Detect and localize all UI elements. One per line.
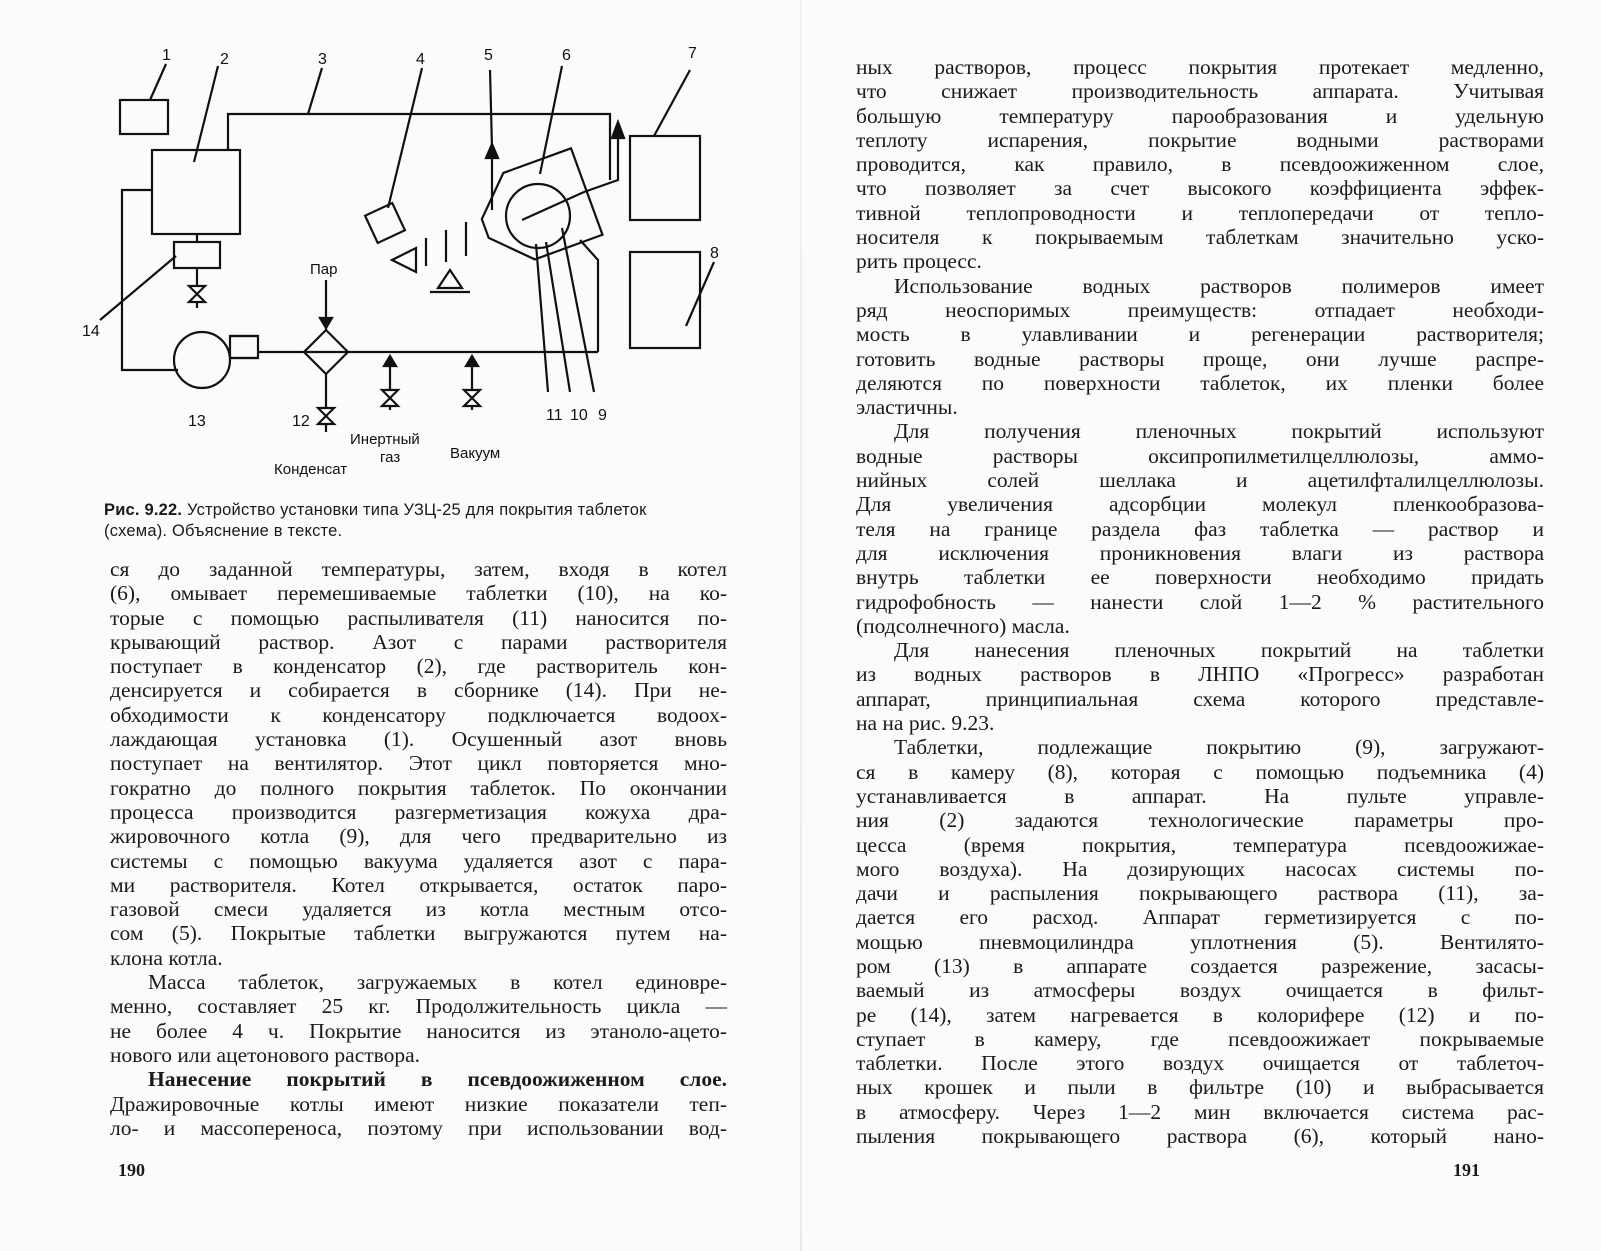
text-line: ром (13) в аппарате создается разрежение, засасы- xyxy=(856,953,1544,978)
text-line: Для нанесения пленочных покрытий на таблетки xyxy=(894,638,1544,663)
text-line: аппарат, принципиальная схема которого представле- xyxy=(856,686,1544,711)
apparatus-schematic xyxy=(70,30,760,490)
text-line: что позволяет за счет высокого коэффициента эффек- xyxy=(856,176,1544,201)
text-line: (подсолнечного) масла. xyxy=(856,613,1070,638)
label-inert-gas-1: Инертный xyxy=(350,431,420,448)
text-line: (6), омывает перемешиваемые таблетки (10), на ко- xyxy=(110,581,727,606)
text-line: менно, составляет 25 кг. Продолжительность цикла — xyxy=(110,994,727,1019)
caption-prefix: Рис. 9.22. xyxy=(104,501,183,519)
text-line: большую температуру парообразования и удельную xyxy=(856,103,1544,128)
fig-num-12: 12 xyxy=(292,413,310,430)
text-line: гократно до полного покрытия таблеток. По окончании xyxy=(110,775,727,800)
fig-num-5: 5 xyxy=(484,47,493,64)
text-line: не более 4 ч. Покрытие наносится из этаноло-ацето- xyxy=(110,1018,727,1043)
text-line: жировочного котла (9), для чего предварительно из xyxy=(110,824,727,849)
text-line: из водных растворов в ЛНПО «Прогресс» разработан xyxy=(856,662,1544,687)
fig-num-11: 11 xyxy=(546,407,563,424)
figure-9-22 xyxy=(70,30,760,490)
label-steam: Пар xyxy=(310,261,338,278)
text-line: водные растворы оксипропилметилцеллюлозы, аммо- xyxy=(856,443,1544,468)
cooling-unit-box xyxy=(120,100,168,134)
text-line: теля на границе раздела фаз таблетка — раствор и xyxy=(856,516,1544,541)
condenser-box xyxy=(152,150,240,234)
spray-nozzle xyxy=(392,248,416,272)
collector-box xyxy=(174,242,220,268)
text-line: теплоту испарения, покрытие водными растворами xyxy=(856,127,1544,152)
text-line: деляются по поверхности таблеток, их пленки более xyxy=(856,370,1544,395)
text-line: сом (5). Покрытые таблетки выгружаются путем на- xyxy=(110,921,727,946)
text-line: денсируется и собирается в сборнике (14). При не- xyxy=(110,678,727,703)
page-number-left: 190 xyxy=(118,1160,145,1180)
right-body-text xyxy=(856,55,1544,1148)
text-line: клона котла. xyxy=(110,945,223,970)
text-line: что снижает производительность аппарата. Учитывая xyxy=(856,79,1544,104)
left-page xyxy=(0,0,800,1251)
text-line: Для увеличения адсорбции молекул пленкообразова- xyxy=(856,492,1544,517)
text-line: дачи и распыления покрывающего раствора (11), за- xyxy=(856,881,1544,906)
fig-num-7: 7 xyxy=(688,45,697,62)
text-line: на на рис. 9.23. xyxy=(856,711,995,736)
text-line: внутрь таблетки ее поверхности необходимо придать xyxy=(856,565,1544,590)
fig-num-2: 2 xyxy=(220,51,229,68)
fig-num-3: 3 xyxy=(318,51,327,68)
text-line: готовить водные растворы проще, они лучше распре- xyxy=(856,346,1544,371)
fig-num-8: 8 xyxy=(710,245,719,262)
text-line: Масса таблеток, загружаемых в котел единовре- xyxy=(148,970,727,995)
text-line: ми растворителя. Котел открывается, остаток паро- xyxy=(110,872,727,897)
text-line: ных крошек и пыли в фильтре (10) и выбрасывается xyxy=(856,1075,1544,1100)
text-line: газовой смеси удаляется из котла местным отсо- xyxy=(110,897,727,922)
text-line: для исключения проникновения влаги из раствора xyxy=(856,540,1544,565)
fan-circle xyxy=(174,332,230,388)
text-line: Для получения пленочных покрытий используют xyxy=(894,419,1544,444)
page-number-right: 191 xyxy=(1453,1160,1480,1180)
text-line: ступает в камеру, где псевдоожижает покрываемые xyxy=(856,1026,1544,1051)
text-line: нового или ацетонового раствора. xyxy=(110,1042,421,1067)
spray-cone xyxy=(438,270,462,288)
text-line: устанавливается в аппарат. На пульте управле- xyxy=(856,783,1544,808)
text-line: ся в камеру (8), которая с помощью подъемника (4) xyxy=(856,759,1544,784)
text-line: ваемый из атмосферы воздух очищается в фильт- xyxy=(856,978,1544,1003)
text-line: обходимости к конденсатору подключается водоох- xyxy=(110,702,727,727)
box-7 xyxy=(630,136,700,220)
text-line: лаждающая установка (1). Осушенный азот вновь xyxy=(110,727,727,752)
text-line: пыления покрывающего раствора (6), который нано- xyxy=(856,1124,1544,1149)
caption-line-2: (схема). Объяснение в тексте. xyxy=(104,522,343,540)
fig-num-6: 6 xyxy=(562,47,571,64)
text-line: ло- и массопереноса, поэтому при использовании вод- xyxy=(110,1115,727,1140)
text-line: мость в улавливании и регенерации растворителя; xyxy=(856,322,1544,347)
text-line: Таблетки, подлежащие покрытию (9), загружают- xyxy=(894,735,1544,760)
text-line: процесса производится разгерметизация кожуха дра- xyxy=(110,799,727,824)
text-line: проводится, как правило, в псевдоожиженном слое, xyxy=(856,152,1544,177)
text-line: Дражировочные котлы имеют низкие показатели теп- xyxy=(110,1091,727,1116)
fig-num-13: 13 xyxy=(188,413,206,430)
text-line: тивной теплопроводности и теплопередачи от тепло- xyxy=(856,200,1544,225)
text-line: цесса (время покрытия, температура псевдоожижае- xyxy=(856,832,1544,857)
section-heading: Нанесение покрытий в псевдоожиженном слое. xyxy=(148,1067,727,1092)
fig-num-10: 10 xyxy=(570,407,588,424)
fig-num-14: 14 xyxy=(82,323,100,340)
text-line: таблетки. После этого воздух очищается от таблеточ- xyxy=(856,1051,1544,1076)
text-line: торые с помощью распыливателя (11) наносится по- xyxy=(110,605,727,630)
text-line: поступает в конденсатор (2), где растворитель кон- xyxy=(110,654,727,679)
text-line: рить процесс. xyxy=(856,249,982,274)
text-line: ния (2) задаются технологические параметры про- xyxy=(856,808,1544,833)
fig-num-1: 1 xyxy=(162,47,171,64)
left-body-text xyxy=(110,557,727,1140)
text-line: носителя к покрываемым таблеткам значительно уско- xyxy=(856,225,1544,250)
text-line: системы с помощью вакуума удаляется азот с пара- xyxy=(110,848,727,873)
text-line: мощью пневмоцилиндра уплотнения (5). Вентилято- xyxy=(856,929,1544,954)
box-8 xyxy=(630,252,700,348)
label-condensate: Конденсат xyxy=(274,461,348,478)
text-line: эластичны. xyxy=(856,395,958,420)
text-line: гидрофобность — нанести слой 1—2 % растительного xyxy=(856,589,1544,614)
text-line: мого воздуха). На дозирующих насосах системы по- xyxy=(856,856,1544,881)
label-inert-gas-2: газ xyxy=(380,449,401,466)
text-line: ре (14), затем нагревается в колорифере (12) и по- xyxy=(856,1002,1544,1027)
fig-num-4: 4 xyxy=(416,51,425,68)
right-page xyxy=(800,0,1601,1251)
figure-caption xyxy=(104,500,744,542)
lifter-box xyxy=(365,203,405,243)
text-line: ся до заданной температуры, затем, входя в котел xyxy=(110,557,727,581)
text-line: ряд неоспоримых преимуществ: отпадает необходи- xyxy=(856,297,1544,322)
text-line: поступает на вентилятор. Этот цикл повторяется мно- xyxy=(110,751,727,776)
caption-line-1: Устройство установки типа УЗЦ-25 для покрытия таблеток xyxy=(187,501,647,519)
coating-drum xyxy=(506,184,570,248)
label-vacuum: Вакуум xyxy=(450,445,501,462)
text-line: крывающий раствор. Азот с парами растворителя xyxy=(110,629,727,654)
text-line: нийных солей шеллака и ацетилфталилцеллюлозы. xyxy=(856,468,1544,493)
text-line: в атмосферу. Через 1—2 мин включается система рас- xyxy=(856,1099,1544,1124)
text-line: Использование водных растворов полимеров имеет xyxy=(894,273,1544,298)
fig-num-9: 9 xyxy=(598,407,607,424)
text-line: дается его расход. Аппарат герметизируется с по- xyxy=(856,905,1544,930)
text-line: ных растворов, процесс покрытия протекает медленно, xyxy=(856,55,1544,79)
